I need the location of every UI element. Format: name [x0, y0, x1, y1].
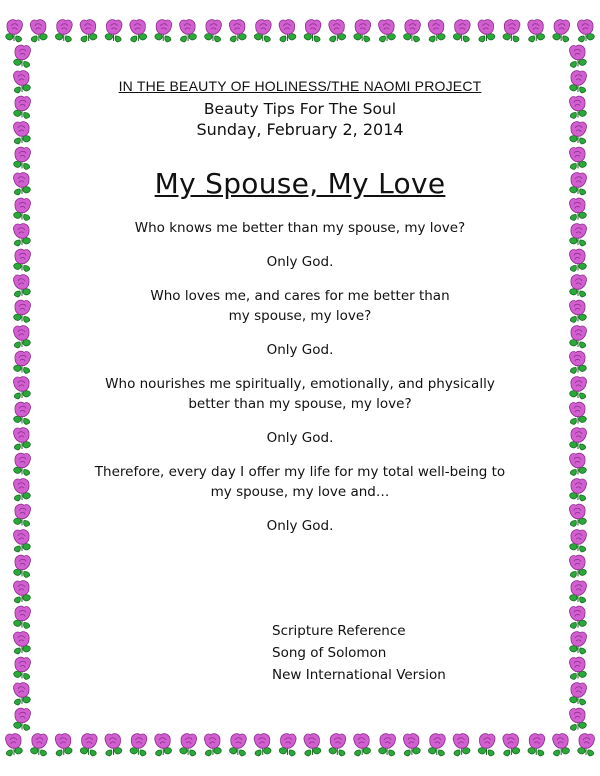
rose-icon [403, 734, 420, 756]
rose-icon [254, 734, 271, 756]
rose-icon [528, 20, 545, 42]
rose-icon [55, 20, 72, 42]
poem-line: my spouse, my love? [228, 308, 372, 324]
rose-icon [14, 606, 31, 628]
rose-icon [14, 300, 31, 322]
rose-icon [570, 351, 587, 373]
rose-icon [180, 734, 197, 756]
rose-icon [578, 20, 595, 42]
rose-icon [570, 147, 587, 169]
rose-icon [570, 402, 587, 424]
rose-icon [14, 249, 31, 271]
rose-icon [279, 734, 296, 756]
rose-icon [14, 275, 31, 297]
rose-icon [570, 581, 587, 603]
rose-icon [453, 20, 470, 42]
rose-icon [570, 71, 587, 93]
rose-icon [570, 504, 587, 526]
document-body [60, 78, 540, 536]
rose-icon [31, 734, 48, 756]
rose-icon [354, 20, 371, 42]
rose-icon [14, 479, 31, 501]
rose-icon [180, 20, 197, 42]
rose-icon [14, 96, 31, 118]
rose-icon [428, 734, 445, 756]
rose-icon [105, 734, 122, 756]
rose-icon [354, 734, 371, 756]
reference-line: Scripture Reference [272, 623, 406, 639]
rose-icon [14, 581, 31, 603]
rose-icon [570, 683, 587, 705]
rose-icon [570, 249, 587, 271]
poem-line: better than my spouse, my love? [188, 396, 412, 412]
rose-icon [528, 734, 545, 756]
rose-icon [14, 708, 31, 730]
rose-icon [204, 734, 221, 756]
rose-icon [14, 224, 31, 246]
rose-icon [379, 20, 396, 42]
rose-icon [254, 20, 271, 42]
rose-icon [80, 734, 97, 756]
rose-icon [229, 734, 246, 756]
rose-icon [30, 20, 47, 42]
rose-icon [14, 504, 31, 526]
rose-icon [14, 198, 31, 220]
rose-icon [229, 20, 246, 42]
rose-icon [570, 657, 587, 679]
rose-icon [155, 734, 172, 756]
rose-icon [14, 453, 31, 475]
rose-icon [14, 683, 31, 705]
rose-icon [570, 377, 587, 399]
poem-line: Who loves me, and cares for me better than [150, 288, 450, 304]
rose-icon [14, 428, 31, 450]
rose-icon [404, 20, 421, 42]
rose-icon [14, 530, 31, 552]
rose-icon [155, 20, 172, 42]
rose-icon [105, 20, 122, 42]
rose-icon [570, 479, 587, 501]
rose-icon [478, 20, 495, 42]
rose-icon [570, 275, 587, 297]
poem-line: Only God. [266, 430, 334, 446]
rose-icon [553, 734, 570, 756]
rose-icon [570, 96, 587, 118]
rose-icon [304, 20, 321, 42]
rose-icon [14, 657, 31, 679]
rose-icon [570, 300, 587, 322]
rose-icon [205, 20, 222, 42]
rose-icon [570, 428, 587, 450]
rose-icon [570, 606, 587, 628]
page-title: My Spouse, My Love [154, 167, 446, 200]
rose-icon [14, 326, 31, 348]
rose-icon [14, 122, 31, 144]
rose-icon [55, 734, 72, 756]
rose-icon [6, 734, 23, 756]
rose-icon [329, 734, 346, 756]
poem-line: Only God. [266, 254, 334, 270]
rose-icon [570, 453, 587, 475]
rose-icon [570, 198, 587, 220]
subtitle: Beauty Tips For The Soul [203, 100, 397, 118]
rose-icon [570, 224, 587, 246]
rose-icon [14, 45, 31, 67]
rose-icon [304, 734, 321, 756]
poem-line: Therefore, every day I offer my life for my total well-being to [94, 464, 506, 480]
poem-line: Who knows me better than my spouse, my love? [134, 220, 466, 236]
rose-icon [428, 20, 445, 42]
scripture-reference [272, 620, 446, 686]
rose-icon [570, 122, 587, 144]
poem-line: Only God. [266, 342, 334, 358]
rose-icon [14, 377, 31, 399]
rose-icon [6, 20, 23, 42]
rose-icon [130, 734, 147, 756]
rose-icon [14, 173, 31, 195]
rose-icon [14, 147, 31, 169]
rose-icon [379, 734, 396, 756]
rose-icon [478, 734, 495, 756]
rose-icon [14, 555, 31, 577]
rose-icon [570, 708, 587, 730]
rose-icon [570, 326, 587, 348]
reference-line: Song of Solomon [272, 645, 387, 661]
rose-icon [279, 20, 296, 42]
project-heading: IN THE BEAUTY OF HOLINESS/THE NAOMI PROJECT [118, 78, 482, 94]
rose-icon [80, 20, 97, 42]
poem-line: Only God. [266, 518, 334, 534]
rose-icon [329, 20, 346, 42]
date: Sunday, February 2, 2014 [196, 120, 404, 139]
rose-icon [570, 555, 587, 577]
rose-icon [453, 734, 470, 756]
rose-icon [570, 45, 587, 67]
poem-line: my spouse, my love and… [210, 484, 390, 500]
rose-icon [14, 402, 31, 424]
rose-icon [503, 734, 520, 756]
poem-line: Who nourishes me spiritually, emotionally, and physically [105, 376, 495, 392]
reference-line: New International Version [272, 667, 446, 683]
rose-icon [578, 734, 595, 756]
rose-icon [14, 351, 31, 373]
rose-icon [570, 173, 587, 195]
rose-icon [503, 20, 520, 42]
rose-icon [570, 632, 587, 654]
rose-icon [570, 530, 587, 552]
rose-icon [553, 20, 570, 42]
rose-icon [130, 20, 147, 42]
rose-icon [14, 71, 31, 93]
rose-icon [14, 632, 31, 654]
